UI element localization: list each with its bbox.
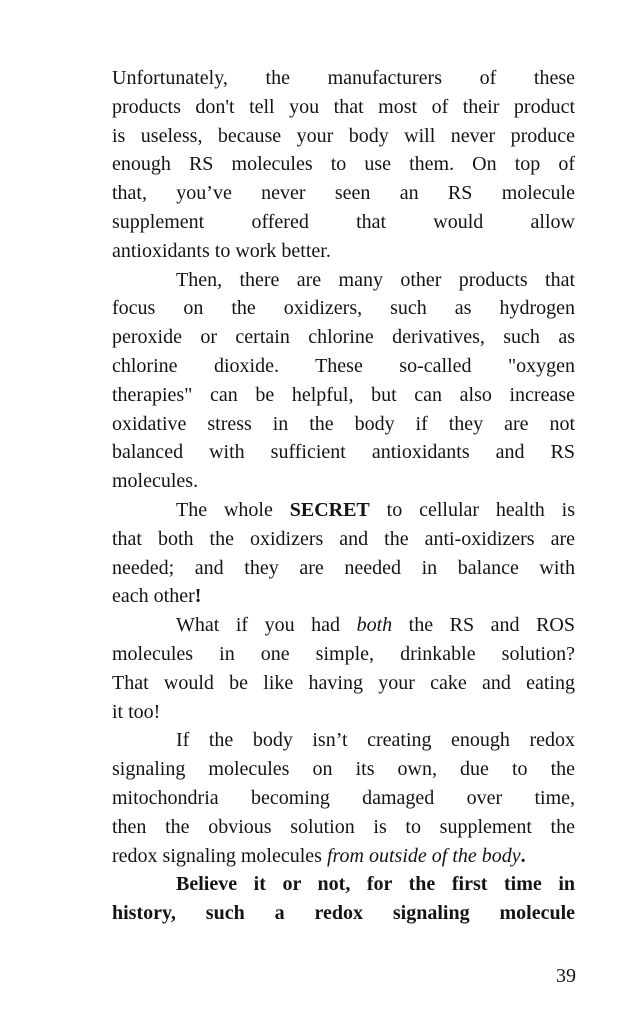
text-line: mitochondria becoming damaged over time,	[112, 786, 575, 809]
emphasis-secret: SECRET	[289, 498, 370, 521]
paragraph	[112, 726, 575, 870]
text-line: signaling molecules on its own, due to the	[112, 758, 575, 781]
text-line: is useless, because your body will never produce	[112, 124, 575, 147]
text-line: focus on the oxidizers, such as hydrogen	[112, 297, 575, 320]
text-run: What if you had	[176, 614, 357, 637]
paragraph	[112, 611, 575, 726]
text-line: that, you’ve never seen an RS molecule	[112, 182, 575, 205]
text-line: then the obvious solution is to supplement the	[112, 815, 575, 838]
text-run: .	[520, 844, 526, 867]
emphasis-both: both	[356, 614, 393, 637]
text-line	[112, 842, 575, 871]
body-text	[112, 64, 575, 928]
paragraph	[112, 870, 575, 928]
text-line: it too!	[112, 700, 161, 723]
text-run: each other	[112, 585, 195, 608]
paragraph	[112, 64, 575, 266]
page-number: 39	[556, 965, 576, 987]
paragraph	[112, 496, 575, 611]
text-line: chlorine dioxide. These so-called "oxygen	[112, 354, 575, 377]
emphasis-exclamation: !	[194, 585, 202, 608]
text-line: oxidative stress in the body if they are not	[112, 412, 575, 435]
text-line	[112, 611, 575, 640]
text-line-bold: history, such a redox signaling molecule	[112, 902, 575, 925]
text-line-bold: Believe it or not, for the first time in	[176, 873, 575, 896]
text-line: balanced with sufficient antioxidants and RS	[112, 441, 575, 464]
emphasis-outside: from outside of the body	[326, 844, 521, 867]
text-line: supplement offered that would allow	[112, 210, 575, 233]
text-line: that both the oxidizers and the anti-oxidizers are	[112, 527, 575, 550]
text-line: needed; and they are needed in balance with	[112, 556, 575, 579]
text-line	[112, 496, 575, 525]
text-line: enough RS molecules to use them. On top of	[112, 153, 575, 176]
text-line: molecules in one simple, drinkable solution?	[112, 642, 575, 665]
text-line	[112, 582, 575, 611]
text-line: peroxide or certain chlorine derivatives, such as	[112, 326, 575, 349]
paragraph	[112, 266, 575, 496]
text-line: That would be like having your cake and eating	[112, 671, 575, 694]
text-line: molecules.	[112, 470, 199, 493]
text-run: the RS and ROS	[392, 614, 575, 637]
text-line: If the body isn’t creating enough redox	[176, 729, 575, 752]
text-line: products don't tell you that most of their product	[112, 95, 575, 118]
text-run: redox signaling molecules	[112, 844, 327, 867]
text-run: to cellular health is	[369, 498, 575, 521]
text-line: therapies" can be helpful, but can also increase	[112, 383, 575, 406]
text-line: antioxidants to work better.	[112, 239, 331, 262]
text-run: The whole	[176, 498, 290, 521]
text-line: Unfortunately, the manufacturers of these	[112, 67, 575, 89]
text-line: Then, there are many other products that	[176, 268, 575, 291]
